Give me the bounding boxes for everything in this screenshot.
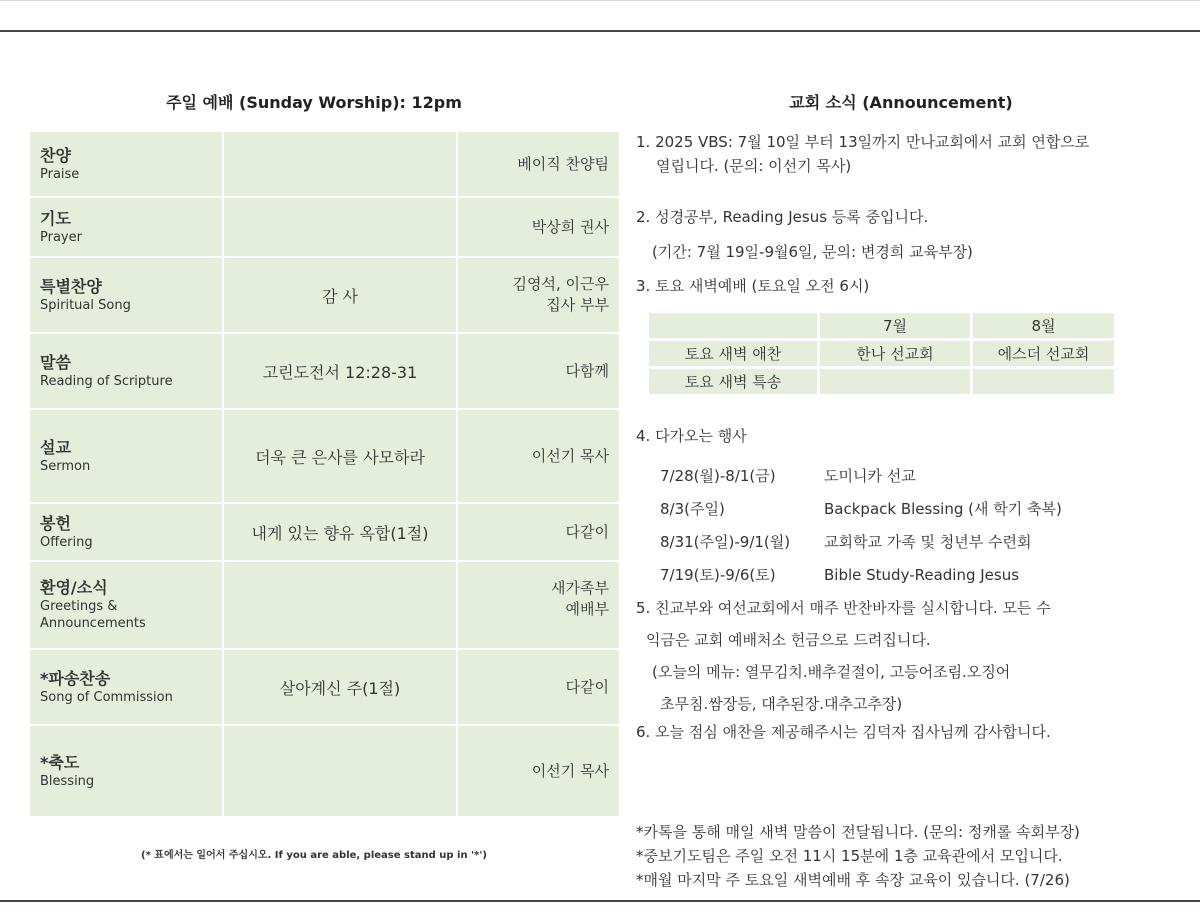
announcement-item-6: 6. 오늘 점심 애찬을 제공해주시는 김덕자 집사님께 감사합니다. bbox=[636, 723, 1051, 741]
event-desc: Backpack Blessing (새 학기 축복) bbox=[824, 500, 1062, 518]
order-row-commission bbox=[29, 649, 620, 725]
order-row-prayer bbox=[29, 197, 620, 257]
note-line: *카톡을 통해 매일 새벽 말씀이 전달됩니다. (문의: 정캐롤 속회부장) bbox=[636, 823, 1080, 841]
note-line: *매월 마지막 주 토요일 새벽예배 후 속장 교육이 있습니다. (7/26) bbox=[636, 871, 1070, 889]
order-row-sermon bbox=[29, 409, 620, 503]
event-date: 8/3(주일) bbox=[660, 500, 725, 518]
announcement-item-5 bbox=[636, 592, 1051, 720]
order-leader: 박상희 권사 bbox=[457, 197, 620, 257]
order-en-line: Greetings & bbox=[40, 599, 118, 614]
note-line: *중보기도팀은 주일 오전 11시 15분에 1층 교육관에서 모입니다. bbox=[636, 847, 1063, 865]
dawn-cell: 한나 선교회 bbox=[820, 341, 970, 366]
order-content bbox=[223, 725, 457, 817]
event-item bbox=[660, 559, 1062, 592]
order-row-scripture bbox=[29, 333, 620, 409]
order-content: 내게 있는 향유 옥합(1절) bbox=[223, 503, 457, 561]
order-leader-line: 예배부 bbox=[565, 600, 609, 618]
announcement-item-1 bbox=[636, 130, 1089, 178]
announcement-line: 5. 친교부와 여선교회에서 매주 반찬바자를 실시합니다. 모든 수 bbox=[636, 599, 1051, 617]
order-row-praise bbox=[29, 131, 620, 197]
dawn-header-cell: 7월 bbox=[820, 313, 970, 338]
announcement-line: (오늘의 메뉴: 열무김치.배추겉절이, 고등어조림.오징어 bbox=[652, 663, 1011, 681]
order-leader-line: 김영석, 이근우 bbox=[512, 275, 609, 293]
order-content: 살아계신 주(1절) bbox=[223, 649, 457, 725]
order-ko: 봉헌 bbox=[40, 513, 71, 533]
order-leader: 다함께 bbox=[457, 333, 620, 409]
events-list bbox=[660, 460, 1062, 592]
order-ko: 특별찬양 bbox=[40, 276, 102, 296]
announcement-line: 1. 2025 VBS: 7월 10일 부터 13일까지 만나교회에서 교회 연합으로 bbox=[636, 133, 1090, 151]
order-content: 감 사 bbox=[223, 257, 457, 333]
order-leader-line: 집사 부부 bbox=[546, 296, 609, 314]
announcement-line: (기간: 7월 19일-9월6일, 문의: 변경희 교육부장) bbox=[652, 243, 973, 261]
order-en: Reading of Scripture bbox=[40, 373, 173, 389]
worship-section bbox=[28, 90, 609, 789]
event-item bbox=[660, 493, 1062, 526]
order-ko: 설교 bbox=[40, 437, 71, 457]
dawn-cell bbox=[973, 369, 1114, 394]
dawn-cell bbox=[820, 369, 970, 394]
order-row-blessing bbox=[29, 725, 620, 817]
order-row-offering bbox=[29, 503, 620, 561]
event-desc: 도미니카 선교 bbox=[824, 467, 916, 485]
order-leader-line: 새가족부 bbox=[551, 579, 609, 597]
dawn-header-cell: 8월 bbox=[973, 313, 1114, 338]
announcement-line: 익금은 교회 예배처소 헌금으로 드려집니다. bbox=[646, 631, 931, 649]
event-item bbox=[660, 526, 1062, 559]
order-en: Blessing bbox=[40, 773, 95, 789]
top-divider bbox=[0, 30, 1200, 32]
order-ko: 말씀 bbox=[40, 352, 71, 372]
order-ko: *파송찬송 bbox=[40, 668, 111, 688]
order-ko: 환영/소식 bbox=[40, 578, 108, 597]
event-date: 7/19(토)-9/6(토) bbox=[660, 566, 776, 584]
notes-list bbox=[636, 820, 1080, 892]
event-desc: Bible Study-Reading Jesus bbox=[824, 566, 1020, 584]
bottom-divider bbox=[0, 900, 1200, 902]
order-content bbox=[223, 131, 457, 197]
dawn-table-row bbox=[649, 341, 1114, 366]
order-ko: *축도 bbox=[40, 752, 80, 772]
order-leader: 다같이 bbox=[457, 649, 620, 725]
order-ko: 기도 bbox=[40, 208, 71, 228]
order-en: Offering bbox=[40, 534, 93, 550]
stand-up-footnote: (* 표에서는 일어서 주십시오. If you are able, please stand up in '*') bbox=[141, 850, 487, 861]
event-desc: 교회학교 가족 및 청년부 수련회 bbox=[824, 533, 1032, 551]
event-date: 7/28(월)-8/1(금) bbox=[660, 467, 776, 485]
dawn-header-cell bbox=[649, 313, 817, 338]
order-ko: 찬양 bbox=[40, 145, 71, 165]
order-leader: 다같이 bbox=[457, 503, 620, 561]
dawn-row-label: 토요 새벽 특송 bbox=[649, 369, 817, 394]
order-en: Song of Commission bbox=[40, 689, 173, 705]
announcement-title: 교회 소식 (Announcement) bbox=[789, 93, 1013, 112]
order-row-special-song bbox=[29, 257, 620, 333]
event-date: 8/31(주일)-9/1(월) bbox=[660, 533, 791, 551]
top-border bbox=[0, 0, 1200, 1]
order-en: Praise bbox=[40, 166, 80, 182]
order-en: Spiritual Song bbox=[40, 297, 131, 313]
order-en-line: Announcements bbox=[40, 616, 146, 631]
order-leader: 베이직 찬양팀 bbox=[457, 131, 620, 197]
announcement-line: 열립니다. (문의: 이선기 목사) bbox=[656, 157, 852, 175]
dawn-row-label: 토요 새벽 애찬 bbox=[649, 341, 817, 366]
announcement-line: 2. 성경공부, Reading Jesus 등록 중입니다. bbox=[636, 208, 929, 226]
announcement-item-2 bbox=[636, 200, 973, 270]
order-leader: 이선기 목사 bbox=[457, 725, 620, 817]
dawn-service-table bbox=[646, 310, 1117, 397]
announcement-item-4: 4. 다가오는 행사 bbox=[636, 427, 747, 445]
order-leader: 이선기 목사 bbox=[457, 409, 620, 503]
order-content: 고린도전서 12:28-31 bbox=[223, 333, 457, 409]
worship-title: 주일 예배 (Sunday Worship): 12pm bbox=[166, 93, 462, 112]
announcement-section bbox=[636, 90, 1186, 889]
worship-order-table bbox=[28, 130, 621, 818]
order-content: 더욱 큰 은사를 사모하라 bbox=[223, 409, 457, 503]
announcement-line: 초무침.쌈장등, 대추된장.대추고추장) bbox=[660, 695, 903, 713]
dawn-table-header bbox=[649, 313, 1114, 338]
order-en: Prayer bbox=[40, 229, 82, 245]
order-row-greetings bbox=[29, 561, 620, 649]
order-en: Sermon bbox=[40, 458, 91, 474]
event-item bbox=[660, 460, 1062, 493]
dawn-table-row bbox=[649, 369, 1114, 394]
dawn-cell: 에스더 선교회 bbox=[973, 341, 1114, 366]
announcement-item-3: 3. 토요 새벽예배 (토요일 오전 6시) bbox=[636, 277, 870, 295]
order-content bbox=[223, 197, 457, 257]
order-content bbox=[223, 561, 457, 649]
